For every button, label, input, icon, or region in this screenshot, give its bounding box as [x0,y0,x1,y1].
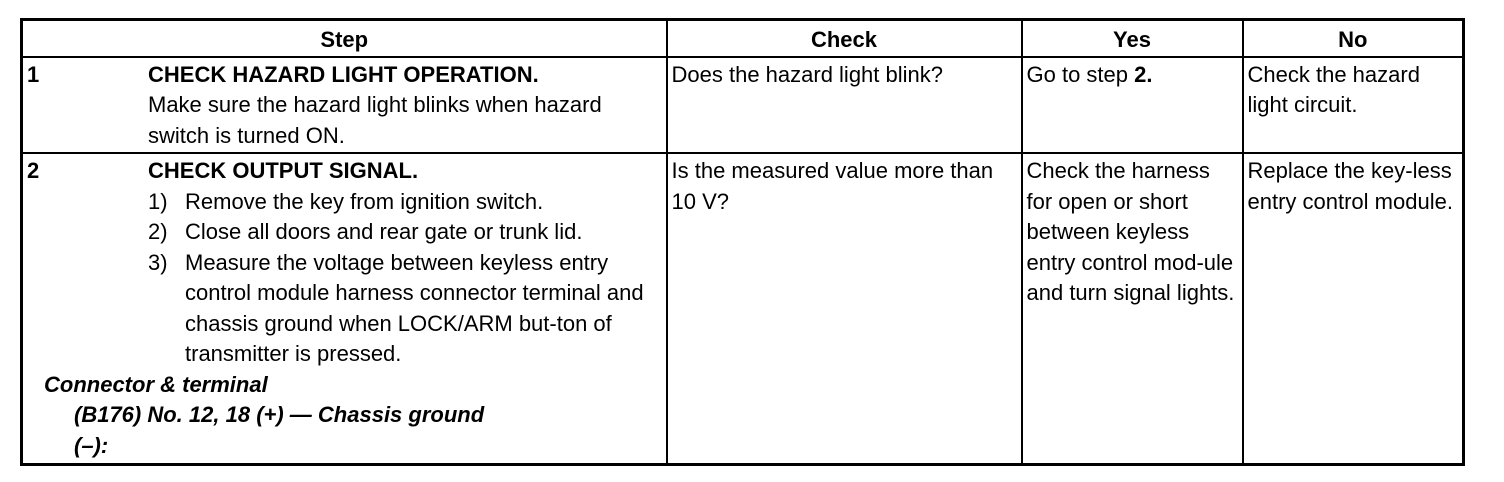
substep [148,187,661,218]
check-cell: Does the hazard light blink? [667,57,1022,154]
step-cell [22,153,667,465]
check-cell: Is the measured value more than 10 V? [667,153,1022,465]
substep-text: Remove the key from ignition switch. [185,188,544,214]
table-row [22,57,1464,154]
header-step: Step [22,20,667,57]
yes-cell [1022,57,1243,154]
substep-text: Measure the voltage between keyless entry control module harness connector terminal and chassis ground when LOCK/ARM but-ton of transmitter is pressed. [185,249,644,366]
header-no: No [1243,20,1464,57]
substep-number: 2) [148,219,168,244]
yes-text: Go to step [1026,61,1135,87]
step-cell [22,57,667,154]
substep-text: Close all doors and rear gate or trunk lid. [185,219,583,244]
substep-number: 1) [148,188,168,214]
diagnostic-table [20,18,1465,466]
header-row [22,20,1464,57]
header-check: Check [667,20,1022,57]
no-cell: Check the hazard light circuit. [1243,57,1464,154]
substep-number: 3) [148,249,168,275]
no-cell: Replace the key-less entry control module. [1243,153,1464,465]
step-number: 2 [27,158,40,183]
step-text: Make sure the hazard light blinks when hazard switch is turned ON. [148,92,602,148]
yes-cell: Check the harness for open or short between keyless entry control mod-ule and turn signal lights. [1022,153,1243,465]
terminal-line-1: (B176) No. 12, 18 (+) — Chassis ground [74,402,485,427]
table-row [22,153,1464,465]
substep [148,248,661,370]
step-title: CHECK OUTPUT SIGNAL. [148,158,419,183]
header-yes: Yes [1022,20,1243,57]
yes-step-ref: 2. [1134,61,1153,87]
step-number: 1 [27,61,40,87]
connector-label: Connector & terminal [44,371,268,397]
terminal-line-2: (–): [74,432,109,458]
substep [148,217,661,248]
step-title: CHECK HAZARD LIGHT OPERATION. [148,61,539,87]
